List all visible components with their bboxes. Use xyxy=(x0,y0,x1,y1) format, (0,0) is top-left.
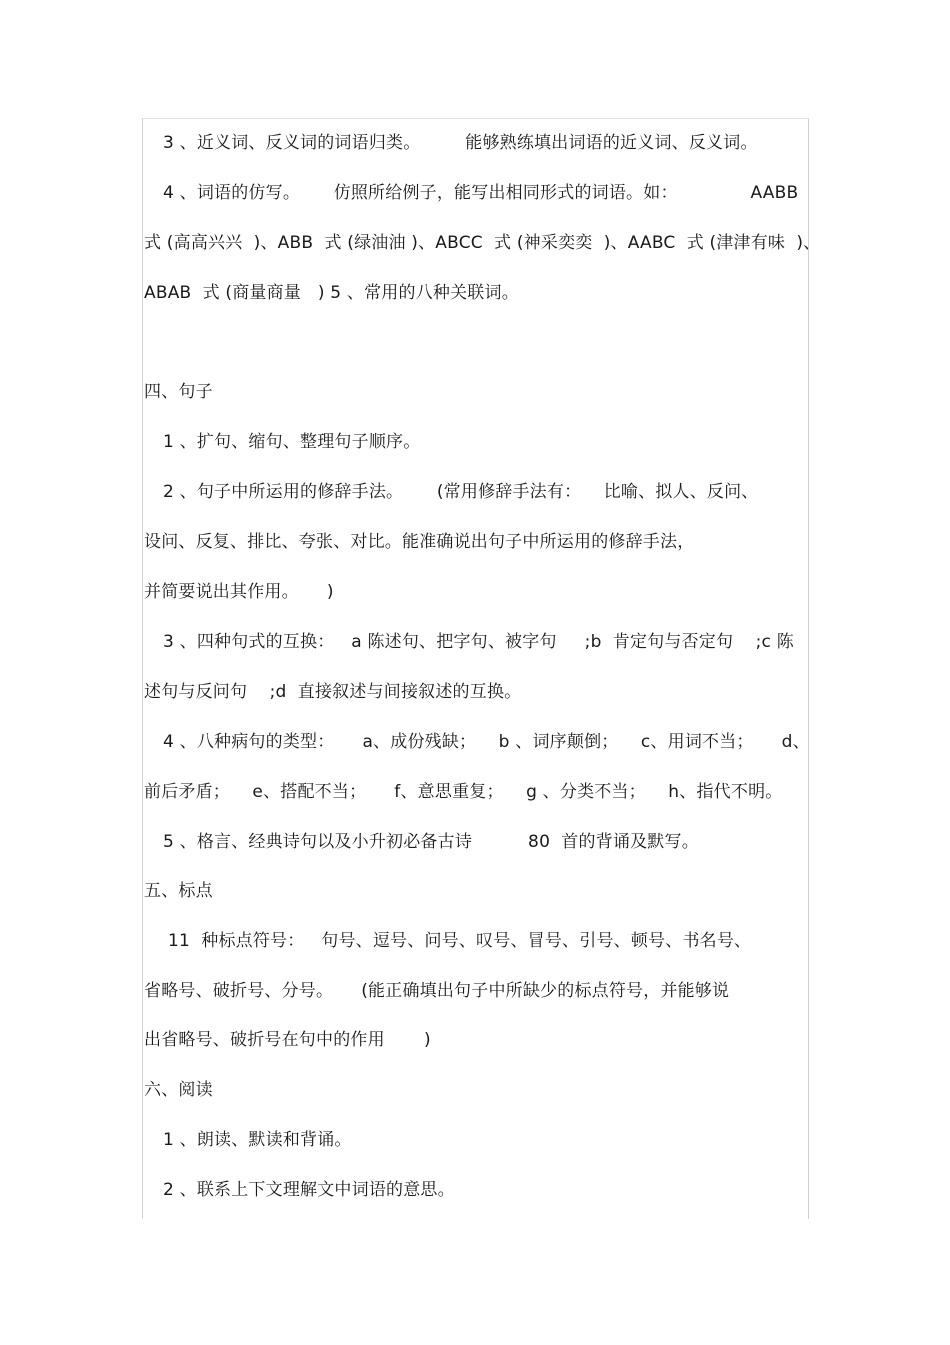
item-sentence-errors-cont: 前后矛盾； e、搭配不当； f、意思重复； g 、分类不当； h、指代不明。 xyxy=(144,782,783,802)
section-heading-reading: 六、阅读 xyxy=(144,1080,213,1100)
item-poems: 5 、格言、经典诗句以及小升初必备古诗 80 首的背诵及默写。 xyxy=(163,832,699,852)
item-punctuation-cont: 省略号、破折号、分号。 (能正确填出句子中所缺少的标点符号，并能够说 xyxy=(144,981,730,1001)
item-word-imitation-cont: 式 (高高兴兴 )、ABB 式 (绿油油 )、ABCC 式 (神采奕奕 )、AABC 式 (津津有味 )、 xyxy=(144,233,821,253)
item-conjunctions: ABAB 式 (商量商量 ) 5 、常用的八种关联词。 xyxy=(144,283,519,303)
item-sentence-errors: 4 、八种病句的类型： a、成份残缺； b 、词序颠倒； c、用词不当； d、 xyxy=(163,732,810,752)
section-heading-sentences: 四、句子 xyxy=(144,382,213,402)
item-rhetoric: 2 、句子中所运用的修辞手法。 (常用修辞手法有： 比喻、拟人、反问、 xyxy=(163,482,759,502)
item-rhetoric-cont: 设问、反复、排比、夸张、对比。能准确说出句子中所运用的修辞手法， xyxy=(144,532,695,552)
section-heading-punctuation: 五、标点 xyxy=(144,881,213,901)
item-synonym-antonym: 3 、近义词、反义词的词语归类。 能够熟练填出词语的近义词、反义词。 xyxy=(163,133,758,153)
item-sentence-conversion: 3 、四种句式的互换： a 陈述句、把字句、被字句 ;b 肯定句与否定句 ;c 陈 xyxy=(163,632,794,652)
item-word-imitation: 4 、词语的仿写。 仿照所给例子，能写出相同形式的词语。如： AABB xyxy=(163,183,799,203)
item-sentence-expand: 1 、扩句、缩句、整理句子顺序。 xyxy=(163,432,421,452)
item-sentence-conversion-cont: 述句与反问句 ;d 直接叙述与间接叙述的互换。 xyxy=(144,682,522,702)
item-reading-aloud: 1 、朗读、默读和背诵。 xyxy=(163,1130,352,1150)
item-word-meaning: 2 、联系上下文理解文中词语的意思。 xyxy=(163,1180,455,1200)
item-rhetoric-cont2: 并简要说出其作用。 ) xyxy=(144,582,334,602)
item-punctuation-cont2: 出省略号、破折号在句中的作用 ) xyxy=(144,1030,431,1050)
item-punctuation: 11 种标点符号： 句号、逗号、问号、叹号、冒号、引号、顿号、书名号、 xyxy=(168,931,752,951)
